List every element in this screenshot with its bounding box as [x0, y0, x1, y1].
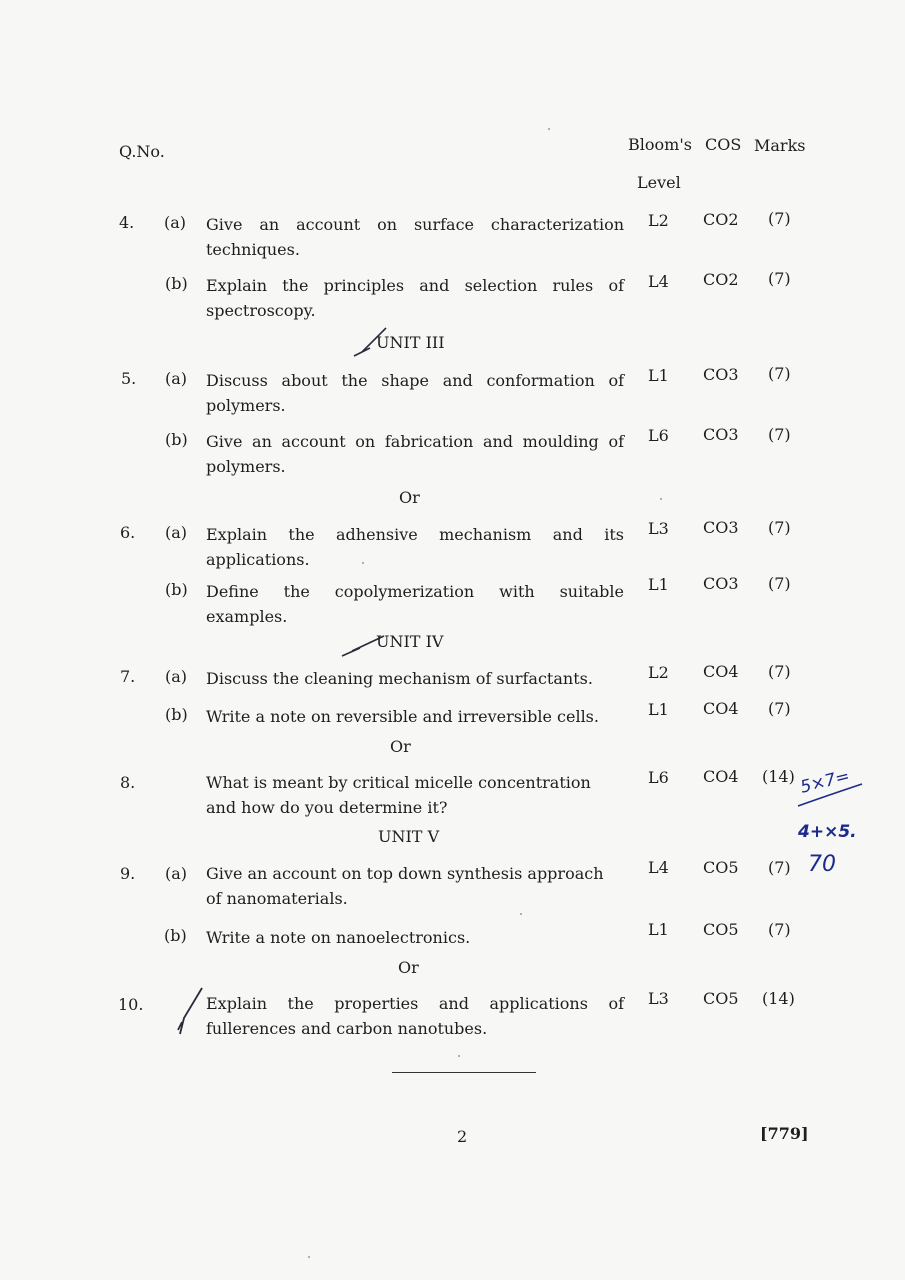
scan-speck [548, 128, 550, 130]
paper-code: [779] [760, 1124, 809, 1143]
scan-speck [660, 498, 662, 500]
question-number: 8. [120, 773, 136, 792]
scan-speck [458, 1055, 460, 1057]
unit-heading: UNIT IV [376, 632, 444, 651]
bloom-level: L4 [648, 858, 669, 877]
scan-speck [362, 562, 364, 564]
marks-header: Marks [754, 136, 806, 155]
bloom-level: L1 [648, 700, 669, 719]
question-text: Discuss the cleaning mechanism of surfactants. [206, 669, 593, 688]
marks: (7) [768, 518, 791, 537]
course-outcome: CO5 [703, 858, 739, 877]
question-text: Write a note on nanoelectronics. [206, 928, 471, 947]
question-number: 7. [120, 667, 136, 686]
bloom-level: L2 [648, 663, 669, 682]
question-number: 6. [120, 523, 136, 542]
course-outcome: CO3 [703, 425, 739, 444]
or-separator: Or [390, 737, 411, 756]
cos-header: COS [705, 135, 742, 154]
bloom-level: L6 [648, 426, 669, 445]
marks: (7) [768, 699, 791, 718]
question-part: (b) [165, 430, 188, 449]
handwritten-underline [796, 780, 866, 810]
handwritten-note: 5×7= [798, 766, 852, 798]
question-text: Define the copolymerization with suitable examples. [206, 582, 624, 626]
course-outcome: CO4 [703, 662, 739, 681]
question-text: What is meant by critical micelle concentration and how do you determine it? [206, 773, 591, 817]
course-outcome: CO5 [703, 989, 739, 1008]
bloom-level: L1 [648, 366, 669, 385]
course-outcome: CO3 [703, 518, 739, 537]
question-part: (b) [164, 926, 187, 945]
question-text: Explain the adhensive mechanism and its applications. [206, 525, 624, 569]
scan-speck [308, 1256, 310, 1258]
or-separator: Or [399, 488, 420, 507]
question-part: (a) [165, 864, 188, 883]
page-number: 2 [457, 1127, 468, 1146]
unit-heading: UNIT III [376, 333, 445, 352]
marks: (7) [768, 920, 791, 939]
bloom-level: L1 [648, 575, 669, 594]
qno-header: Q.No. [119, 142, 165, 161]
course-outcome: CO3 [703, 574, 739, 593]
question-text: Give an account on surface characterization techniques. [206, 215, 624, 259]
question-number: 4. [119, 213, 135, 232]
handwritten-tick-mark [176, 982, 206, 1038]
question-part: (b) [165, 580, 188, 599]
bloom-level: L1 [648, 920, 669, 939]
marks: (7) [768, 858, 791, 877]
question-part: (a) [165, 667, 188, 686]
marks: (7) [768, 269, 791, 288]
or-separator: Or [398, 958, 419, 977]
question-text: Give an account on fabrication and moulding of polymers. [206, 432, 624, 476]
marks: (7) [768, 662, 791, 681]
marks: (14) [762, 989, 795, 1008]
bloom-level: L4 [648, 272, 669, 291]
bloom-level: L3 [648, 519, 669, 538]
course-outcome: CO3 [703, 365, 739, 384]
handwritten-note: 4+×5. [798, 822, 857, 842]
question-number: 10. [118, 995, 144, 1014]
course-outcome: CO4 [703, 699, 739, 718]
question-text: Explain the properties and applications of fullerences and carbon nanotubes. [206, 994, 624, 1038]
question-number: 5. [121, 369, 137, 388]
marks: (14) [762, 767, 795, 786]
bloom-level: L6 [648, 768, 669, 787]
question-part: (a) [165, 523, 188, 542]
course-outcome: CO2 [703, 210, 739, 229]
marks: (7) [768, 209, 791, 228]
question-part: (b) [165, 705, 188, 724]
question-text: Discuss about the shape and conformation of polymers. [206, 371, 624, 415]
bloom-level: L2 [648, 211, 669, 230]
course-outcome: CO4 [703, 767, 739, 786]
scan-speck [520, 913, 522, 915]
handwritten-note: 70 [808, 852, 836, 877]
closing-rule [392, 1072, 536, 1073]
marks: (7) [768, 364, 791, 383]
level-header: Level [637, 173, 681, 192]
course-outcome: CO5 [703, 920, 739, 939]
bloom-level: L3 [648, 989, 669, 1008]
question-part: (a) [164, 213, 187, 232]
question-number: 9. [120, 864, 136, 883]
question-text: Explain the principles and selection rules of spectroscopy. [206, 276, 624, 320]
unit-heading: UNIT V [378, 827, 440, 846]
question-part: (b) [165, 274, 188, 293]
course-outcome: CO2 [703, 270, 739, 289]
marks: (7) [768, 574, 791, 593]
question-text: Give an account on top down synthesis approach of nanomaterials. [206, 864, 604, 908]
marks: (7) [768, 425, 791, 444]
question-part: (a) [165, 369, 188, 388]
bloom-header: Bloom's [628, 135, 692, 154]
question-text: Write a note on reversible and irreversible cells. [206, 707, 599, 726]
